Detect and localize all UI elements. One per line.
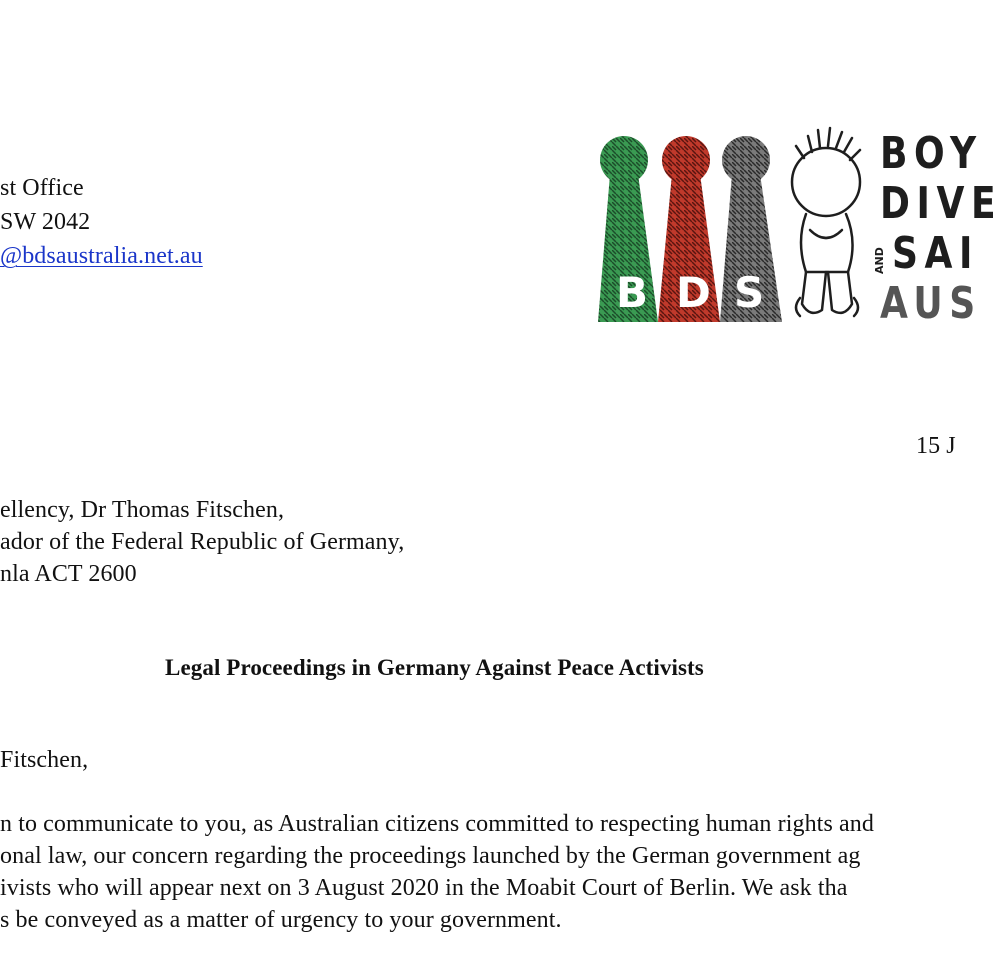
body-line-2: onal law, our concern regarding the proceedings launched by the German government ag bbox=[0, 843, 861, 869]
letter-salutation: Fitschen, bbox=[0, 747, 89, 773]
logo-letter-b: B bbox=[616, 268, 649, 317]
logo-letter-s: S bbox=[734, 268, 765, 317]
recipient-line-1: ellency, Dr Thomas Fitschen, bbox=[0, 497, 285, 523]
sender-address-line-1: st Office bbox=[0, 175, 84, 201]
logo-wordmark-line-4: AUS bbox=[880, 278, 982, 329]
letter-date: 15 J bbox=[916, 433, 956, 459]
logo-wordmark-line-2: DIVE bbox=[880, 178, 1002, 229]
bds-australia-logo bbox=[596, 122, 1002, 329]
logo-wordmark-line-1: BOY bbox=[880, 128, 983, 179]
sender-email-link[interactable]: @bdsaustralia.net.au bbox=[0, 243, 203, 269]
letter-subject: Legal Proceedings in Germany Against Peace Activists bbox=[165, 655, 704, 680]
recipient-line-3: nla ACT 2600 bbox=[0, 561, 137, 587]
body-line-4: s be conveyed as a matter of urgency to your government. bbox=[0, 907, 562, 933]
body-line-1: n to communicate to you, as Australian citizens committed to respecting human rights and bbox=[0, 811, 874, 837]
logo-and-text: AND bbox=[873, 247, 886, 274]
sender-address-line-2: SW 2042 bbox=[0, 209, 91, 235]
body-line-3: ivists who will appear next on 3 August 2020 in the Moabit Court of Berlin. We ask tha bbox=[0, 875, 848, 901]
handala-figure-icon bbox=[792, 128, 860, 316]
logo-letter-d: D bbox=[676, 268, 711, 317]
logo-wordmark-line-3: SAI bbox=[892, 228, 980, 279]
recipient-line-2: ador of the Federal Republic of Germany, bbox=[0, 529, 405, 555]
